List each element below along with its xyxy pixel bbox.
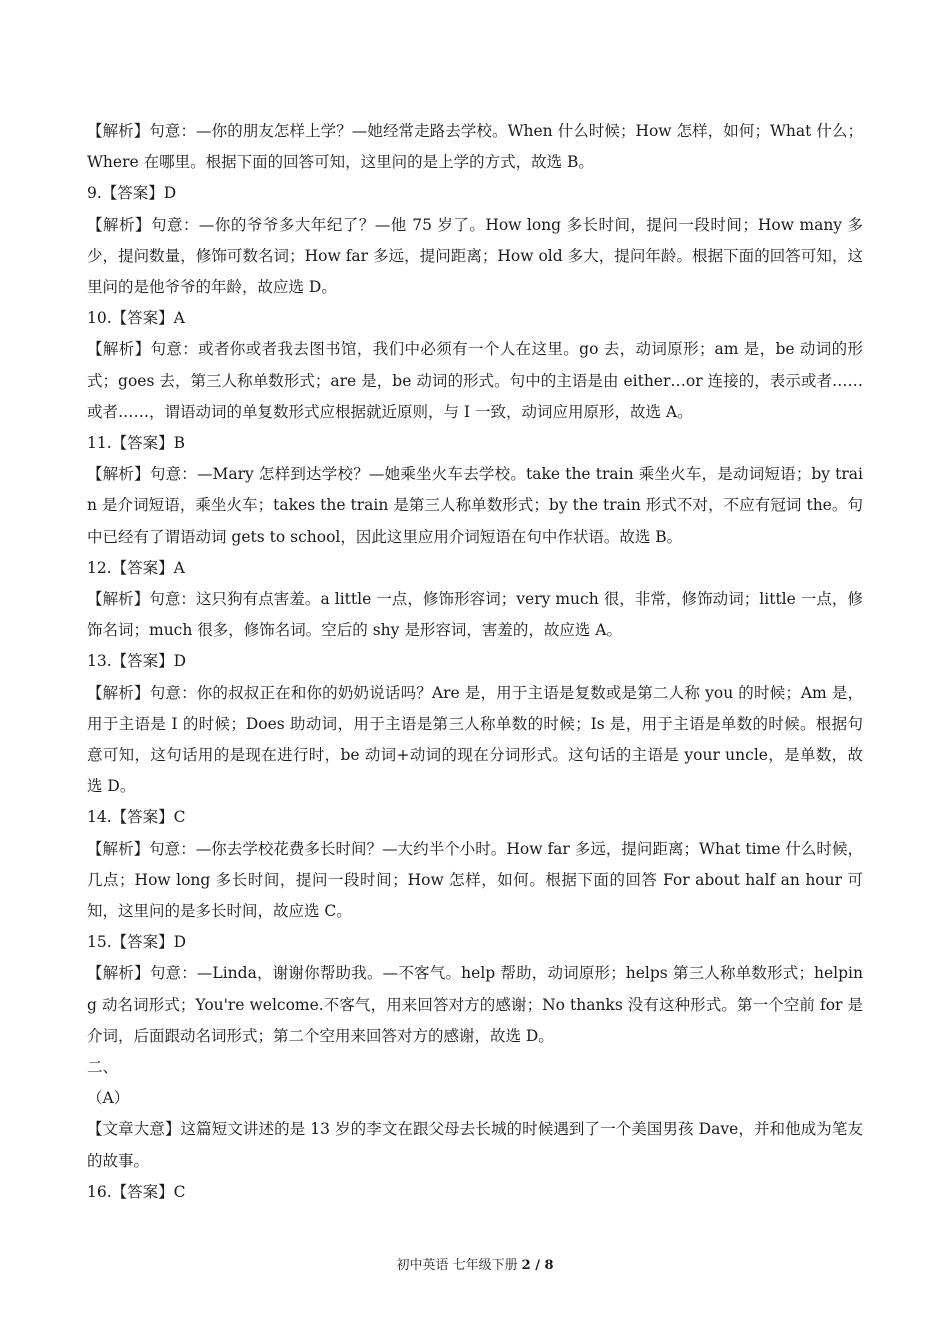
explanation-paragraph: 【解析】句意：或者你或者我去图书馆，我们中必须有一个人在这里。go 去，动词原形；am 是，be 动词的形式；goes 去，第三人称单数形式；are 是，be 动词的形式。句中的主语是由 either…or 连接的，表示或者……或者……，谓语动词的单复数形式应根据就近原则，与 I 一致，动词应用原形，故选 A。	[87, 340, 863, 421]
explanation-paragraph: 【解析】句意：—你的朋友怎样上学？—她经常走路去学校。When 什么时候；How 怎样，如何；What 什么；Where 在哪里。根据下面的回答可知，这里问的是上学的方式，故选 B。	[87, 122, 863, 172]
explanation-paragraph: 【解析】句意：—你去学校花费多长时间？—大约半个小时。How far 多远，提问距离；What time 什么时候，几点；How long 多长时间，提问一段时间；How 怎样，如何。根据下面的回答 For about half an hour 可知，这里问的是多长时间，故应选 C。	[87, 839, 863, 920]
answer-line: 10.【答案】A	[87, 309, 185, 328]
page-number: 2 / 8	[521, 1258, 554, 1273]
passage-summary: 【文章大意】这篇短文讲述的是 13 岁的李文在跟父母去长城的时候遇到了一个美国男孩 Dave，并和他成为笔友的故事。	[87, 1120, 863, 1170]
passage-label: （A）	[87, 1089, 130, 1108]
footer-title: 初中英语 七年级下册	[396, 1258, 518, 1273]
answer-line: 12.【答案】A	[87, 558, 185, 577]
explanation-paragraph: 【解析】句意：—Mary 怎样到达学校？—她乘坐火车去学校。take the train 乘坐火车，是动词短语；by train 是介词短语，乘坐火车；takes the train 是第三人称单数形式；by the train 形式不对，不应有冠词 the。句中已经有了谓语动词 gets to school，因此这里应用介词短语在句中作状语。故选 B。	[87, 465, 863, 546]
answer-line: 9.【答案】D	[87, 184, 177, 203]
explanation-paragraph: 【解析】句意：你的叔叔正在和你的奶奶说话吗？Are 是，用于主语是复数或是第二人称 you 的时候；Am 是，用于主语是 I 的时候；Does 助动词，用于主语是第三人称单数的时候；Is 是，用于主语是单数的时候。根据句意可知，这句话用的是现在进行时，be 动词+动词的现在分词形式。这句话的主语是 your uncle，是单数，故选 D。	[87, 683, 863, 796]
answer-line: 14.【答案】C	[87, 808, 186, 827]
explanation-paragraph: 【解析】句意：—你的爷爷多大年纪了？—他 75 岁了。How long 多长时间，提问一段时间；How many 多少，提问数量，修饰可数名词；How far 多远，提问距离；How old 多大，提问年龄。根据下面的回答可知，这里问的是他爷爷的年龄，故应选 D。	[87, 215, 863, 296]
answer-line: 15.【答案】D	[87, 933, 187, 952]
explanation-paragraph: 【解析】句意：—Linda，谢谢你帮助我。—不客气。help 帮助，动词原形；helps 第三人称单数形式；helping 动名词形式；You're welcome.不客气，用来回答对方的感谢；No thanks 没有这种形式。第一个空前 for 是介词，后面跟动名词形式；第二个空用来回答对方的感谢，故选 D。	[87, 964, 863, 1045]
answer-line: 11.【答案】B	[87, 434, 186, 452]
answer-line: 13.【答案】D	[87, 652, 187, 671]
page-footer	[0, 1256, 950, 1276]
explanation-paragraph: 【解析】句意：这只狗有点害羞。a little 一点，修饰形容词；very much 很，非常，修饰动词；little 一点，修饰名词；much 很多，修饰名词。空后的 shy 是形容词，害羞的，故应选 A。	[87, 589, 863, 640]
section-heading: 二、	[87, 1057, 119, 1076]
answer-content	[87, 116, 863, 1208]
answer-line: 16.【答案】C	[87, 1182, 186, 1201]
